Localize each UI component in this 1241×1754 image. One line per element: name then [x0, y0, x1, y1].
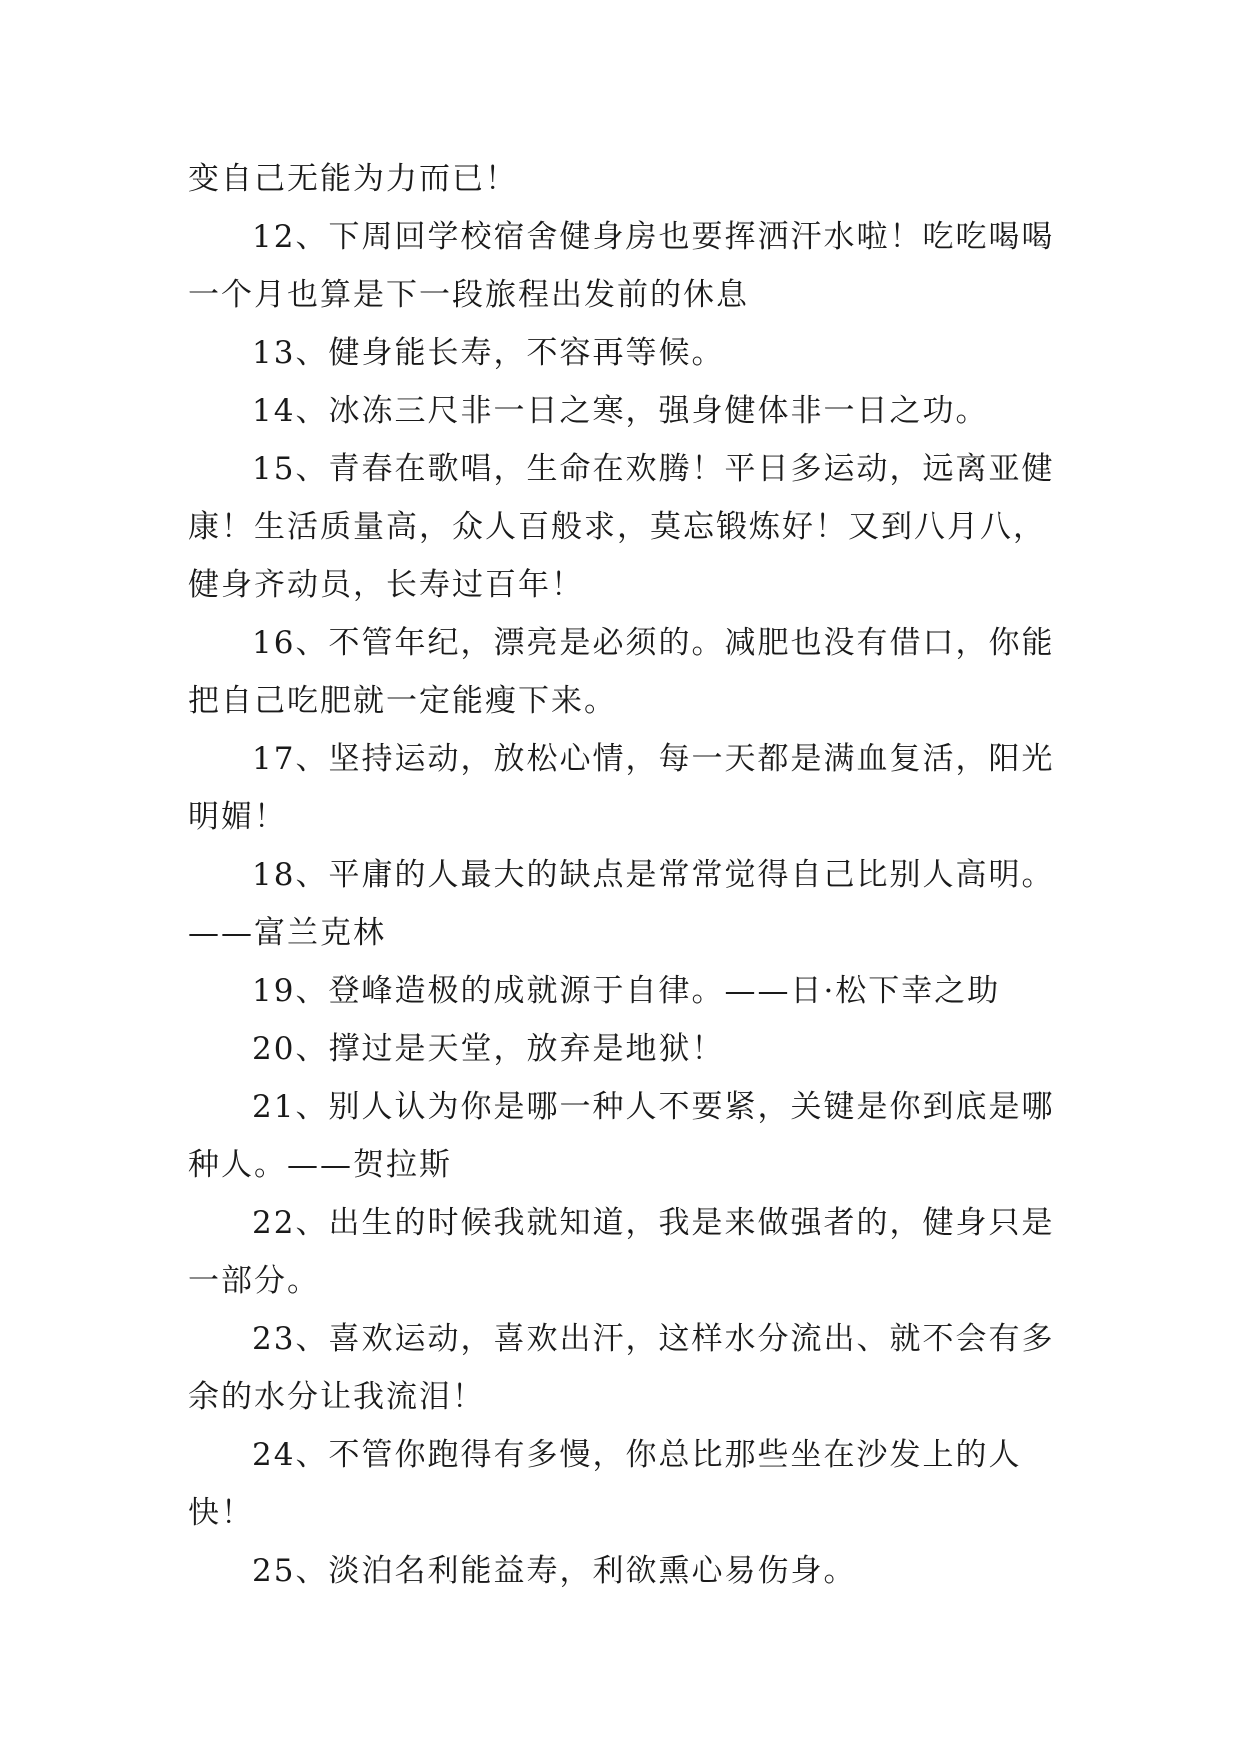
quote-16: 16、不管年纪，漂亮是必须的。减肥也没有借口，你能把自己吃肥就一定能瘦下来。: [188, 625, 1055, 719]
quote-23: 23、喜欢运动，喜欢出汗，这样水分流出、就不会有多余的水分让我流泪！: [188, 1321, 1055, 1415]
quote-25: 25、淡泊名利能益寿，利欲熏心易伤身。: [252, 1553, 857, 1589]
quote-21: 21、别人认为你是哪一种人不要紧，关键是你到底是哪种人。——贺拉斯: [188, 1089, 1055, 1183]
paragraph-continuation: 变自己无能为力而已！: [188, 161, 518, 197]
quote-13: 13、健身能长寿，不容再等候。: [252, 335, 725, 371]
quote-15: 15、青春在歌唱，生命在欢腾！平日多运动，远离亚健康！生活质量高，众人百般求，莫忘锻炼好！又到八月八，健身齐动员，长寿过百年！: [188, 451, 1055, 603]
quote-12: 12、下周回学校宿舍健身房也要挥洒汗水啦！吃吃喝喝一个月也算是下一段旅程出发前的休息: [188, 219, 1055, 313]
quote-24: 24、不管你跑得有多慢，你总比那些坐在沙发上的人快！: [188, 1437, 1022, 1531]
quote-17: 17、坚持运动，放松心情，每一天都是满血复活，阳光明媚！: [188, 741, 1055, 835]
quote-18: 18、平庸的人最大的缺点是常常觉得自己比别人高明。——富兰克林: [188, 857, 1055, 951]
quote-14: 14、冰冻三尺非一日之寒，强身健体非一日之功。: [252, 393, 989, 429]
quote-19: 19、登峰造极的成就源于自律。——日·松下幸之助: [252, 973, 1001, 1009]
quote-22: 22、出生的时候我就知道，我是来做强者的，健身只是一部分。: [188, 1205, 1055, 1299]
quote-20: 20、撑过是天堂，放弃是地狱！: [252, 1031, 725, 1067]
document-body: [188, 150, 1058, 1600]
